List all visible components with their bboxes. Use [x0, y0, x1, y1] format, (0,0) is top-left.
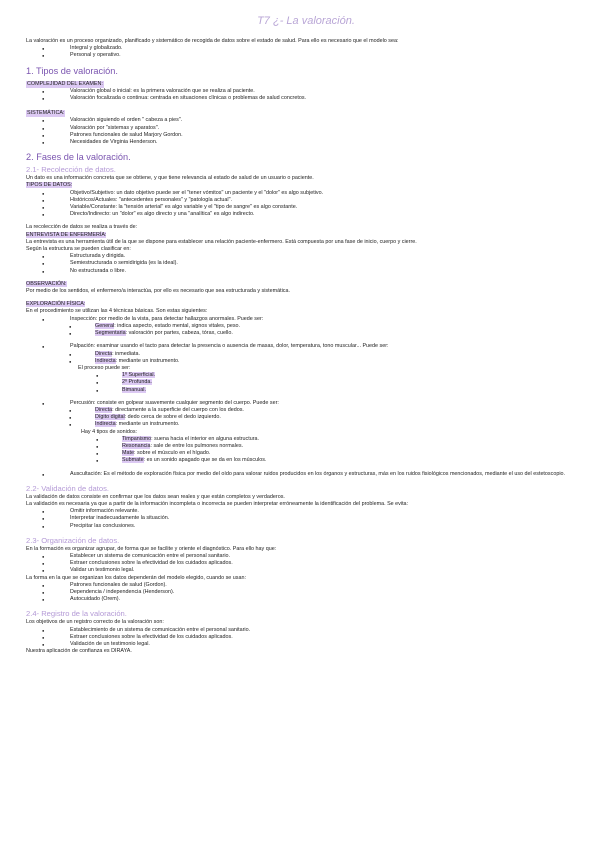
list-item: ● Precipitar las conclusiones.: [26, 523, 586, 530]
term-indirecta: Indirecta: [95, 357, 116, 364]
list-item-indirecta: [26, 358, 586, 365]
document-page: [26, 14, 586, 655]
list-item: [26, 372, 586, 379]
list-item: [26, 436, 586, 443]
term-description: : mediante un instrumento.: [115, 357, 180, 364]
paragraph: Hay 4 tipos de sonidos:: [81, 428, 138, 435]
list-item: ● Establecer un sistema de comunicación entre el personal sanitario.: [26, 553, 586, 560]
list-item: ● Extraer conclusiones sobre la efectividad de los cuidados aplicados.: [26, 560, 586, 567]
list-item: ● Patrones funcionales de salud Marjory Gordon.: [26, 132, 586, 139]
tipos-datos-list: [26, 190, 586, 219]
exploracion-list: [26, 316, 586, 338]
list-item: ● Integral y globalizado.: [26, 45, 586, 52]
list-item: ● Directo/Indirecto: un "dolor" es algo directo y una "analítica" es algo indirecto.: [26, 211, 586, 218]
term-segmentaria: Segmentaria: [95, 330, 126, 337]
category-label-observacion: OBSERVACIÓN:: [26, 280, 67, 287]
list-item: ● No estructurada o libre.: [26, 268, 586, 275]
modelos-list: [26, 582, 586, 604]
term-bimanual: Bimanual.: [122, 386, 146, 393]
paragraph: Por medio de los sentidos, el enfermero/a interactúa, por ello es necesario que sea estructurada y sistemática.: [26, 288, 290, 295]
term-submate: Submate: [122, 457, 144, 464]
paragraph: En el procedimiento se utilizan las 4 técnicas básicas. Son estas siguientes:: [26, 308, 208, 315]
palpacion-list: [26, 343, 586, 365]
category-label-complejidad: COMPLEJIDAD DEL EXAMEN:: [27, 80, 103, 87]
list-item-indirecta: [26, 421, 586, 428]
list-item-general: [26, 323, 586, 330]
term-directa: Directa: [95, 350, 113, 357]
term-superficial: 1º Superficial.: [122, 372, 156, 379]
list-item: [26, 387, 586, 394]
term-description: : valoración por partes, cabeza, tórax, cuello.: [125, 330, 233, 337]
list-item: ● Establecimiento de un sistema de comunicación entre el personal sanitario.: [26, 627, 586, 634]
category-label-entrevista: ENTREVISTA DE ENFERMERÍA:: [26, 231, 107, 238]
list-item-segmentaria: [26, 330, 586, 337]
list-item: ● Valoración focalizada o continua: centrada en situaciones clínicas o problemas de salud concretos.: [26, 95, 586, 102]
organizacion-list: [26, 553, 586, 575]
paragraph: La recolección de datos se realiza a través de:: [26, 224, 138, 231]
percusion-list: [26, 400, 586, 429]
list-item: ● Dependencia / independencia (Henderson).: [26, 589, 586, 596]
term-description: : dedo cerca de sobre el dedo izquierdo.: [124, 414, 221, 421]
list-item: ● Necesidades de Virginia Henderson.: [26, 139, 586, 146]
list-item: ● Variable/Constante: la "tensión arterial" es algo variable y el "tipo de sangre" es algo constante.: [26, 204, 586, 211]
term-description: : inmediata.: [112, 350, 140, 357]
list-item-percusion: ● Percusión: consiste en golpear suavemente cualquier segmento del cuerpo. Puede ser:: [26, 400, 586, 407]
paragraph: La entrevista es una herramienta útil de la que se dispone para establecer una relación paciente-enfermero. Está compuesta por una fase de inicio, cuerpo y cierre.: [26, 238, 417, 245]
paragraph: La validación es necesaria ya que a partir de la información incompleta o incorrecta se pueden interpretar erróneamente la identificación del problema. Se evita:: [26, 500, 409, 507]
term-description: : indica aspecto, estado mental, signos vitales, peso.: [114, 322, 241, 329]
list-item: ● Extraer conclusiones sobre la efectividad de los cuidados aplicados.: [26, 634, 586, 641]
list-item: ● Valoración global o inicial: es la primera valoración que se realiza al paciente.: [26, 88, 586, 95]
term-general: General: [95, 322, 115, 329]
list-item: [26, 443, 586, 450]
term-resonancia: Resonancia: [122, 442, 151, 449]
term-description: : suena hacia el interior en alguna estructura.: [151, 435, 260, 442]
list-item: ● Omitir información relevante.: [26, 508, 586, 515]
term-description: : sale de entre los pulmones normales.: [150, 442, 244, 449]
registro-list: [26, 627, 586, 649]
intro-list: [26, 45, 586, 59]
list-item-directa: [26, 351, 586, 358]
paragraph: La forma en la que se organizan los datos dependerán del modelo elegido, cuando se usan:: [26, 574, 246, 581]
subheading-registro: 2.4- Registro de la valoración.: [26, 609, 127, 619]
list-item: ● Estructurada y dirigida.: [26, 253, 586, 260]
list-item: ● Históricos/Actuales: "antecedentes personales" y "patología actual".: [26, 197, 586, 204]
proceso-list: [26, 372, 586, 394]
list-item: [26, 450, 586, 457]
subheading-validacion: 2.2- Validación de datos.: [26, 483, 110, 493]
list-item: ● Semiestructurada o semidirigida (es la ideal).: [26, 260, 586, 267]
list-item: ● Autocuidado (Orem).: [26, 596, 586, 603]
sonidos-list: [26, 436, 586, 465]
list-item-inspeccion: ● Inspección: por medio de la vista, para detectar hallazgos anormales. Puede ser:: [26, 316, 586, 323]
validacion-list: [26, 508, 586, 530]
subheading-recoleccion: 2.1- Recolección de datos.: [26, 165, 116, 175]
category-label-tipos-datos: TIPOS DE DATOS:: [26, 182, 73, 189]
paragraph: Los objetivos de un registro correcto de la valoración son:: [26, 619, 164, 626]
term-indirecta: Indirecta: [95, 421, 116, 428]
category-label-sistematica: SISTEMÁTICA:: [27, 110, 65, 117]
intro-paragraph: La valoración es un proceso organizado, planificado y sistemático de recogida de datos sobre el estado de salud. Para ello es necesario que el modelo sea:: [26, 38, 399, 44]
section-heading-fases: 2. Fases de la valoración.: [26, 152, 131, 163]
list-item: ● Interpretar inadecuadamente la situación.: [26, 515, 586, 522]
page-title: T7 ¿- La valoración.: [257, 15, 355, 27]
sistematica-list: [26, 117, 586, 146]
paragraph: Según la estructura se pueden clasificar en:: [26, 246, 131, 253]
list-item: ● Validar un testimonio legal.: [26, 567, 586, 574]
list-item: ● Valoración por "sistemas y aparatos".: [26, 125, 586, 132]
complejidad-list: [26, 88, 586, 102]
list-item: [26, 457, 586, 464]
list-item: ● Personal y operativo.: [26, 52, 586, 59]
paragraph: El proceso puede ser:: [78, 364, 131, 371]
list-item-palpacion: ● Palpación: examinar usando el tacto para detectar la presencia o ausencia de masas, dolor, temperatura, tono muscular... Puede ser:: [26, 343, 586, 350]
list-item: ● Patrones funcionales de salud (Gordon).: [26, 582, 586, 589]
paragraph: En la formación es organizar agrupar, de forma que se facilite y oriente el diagnóstico. Para ello hay que:: [26, 545, 277, 552]
paragraph: Un dato es una información concreta que se obtiene, y que tiene relevancia al estado de salud de un usuario o paciente.: [26, 175, 314, 182]
list-item-auscultacion: ● Auscultación: Es el método de exploración física por medio del oído para valorar ruidos producidos en los órganos y estructuras, más en los ruidos fisiológicos mencionados, mediante el uso del estetoscopio.: [26, 471, 586, 478]
term-description: : directamente a la superficie del cuerpo con los dedos.: [112, 406, 244, 413]
list-item: ● Valoración siguiendo el orden " cabeza a pies".: [26, 117, 586, 124]
subheading-organizacion: 2.3- Organización de datos.: [26, 535, 120, 545]
list-item: ● Validación de un testimonio legal.: [26, 641, 586, 648]
list-item-directa: [26, 407, 586, 414]
category-label-exploracion: EXPLORACIÓN FÍSICA:: [26, 301, 86, 308]
list-item: ● Objetivo/Subjetivo: un dato objetivo puede ser el "tener vómitos" un paciente y el "dolor" es algo subjetivo.: [26, 190, 586, 197]
auscultacion-list: [26, 471, 586, 478]
term-timpanismo: Timpanismo: [122, 435, 152, 442]
list-item-digito: [26, 414, 586, 421]
term-directa: Directa: [95, 406, 113, 413]
paragraph: Nuestra aplicación de confianza es DIRAYA.: [26, 648, 132, 655]
term-description: : es un sonido apagado que se da en los músculos.: [143, 457, 267, 464]
term-digito-digital: Dígito digital: [95, 414, 125, 421]
entrevista-list: [26, 253, 586, 275]
section-heading-tipos: 1. Tipos de valoración.: [26, 65, 118, 76]
paragraph: La validación de datos consiste en confirmar que los datos sean reales y que están completos y verdaderos.: [26, 493, 285, 500]
term-description: : mediante un instrumento.: [115, 421, 180, 428]
term-profunda: 2º Profunda.: [122, 379, 152, 386]
term-description: : sobre el músculo en el hígado.: [133, 450, 211, 457]
term-mate: Mate: [122, 450, 134, 457]
list-item: [26, 379, 586, 386]
